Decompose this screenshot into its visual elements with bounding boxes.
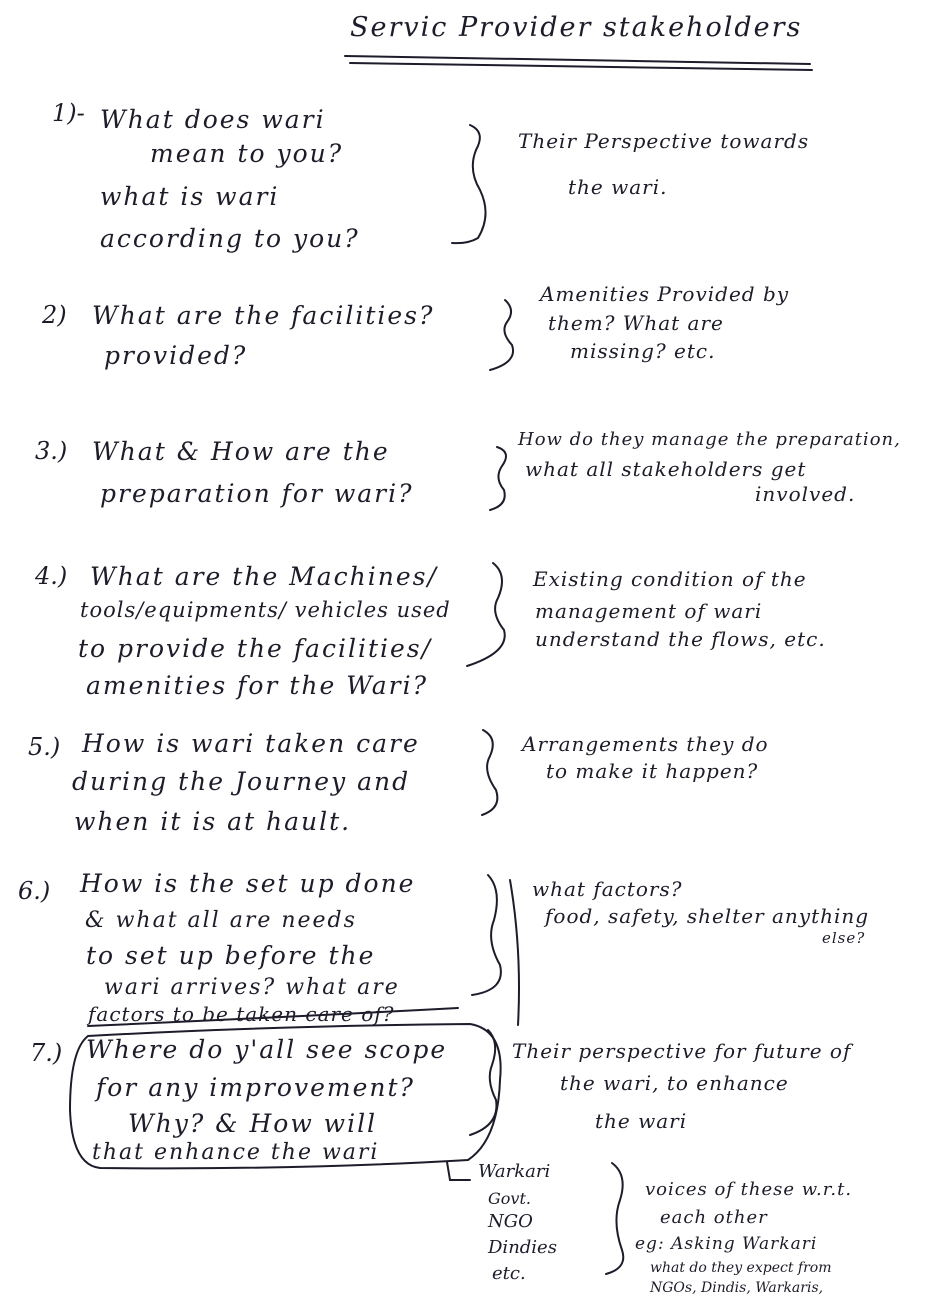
question-note: missing? etc. bbox=[570, 339, 716, 363]
question-line: Why? & How will bbox=[128, 1109, 378, 1138]
question-line: preparation for wari? bbox=[100, 479, 414, 508]
question-line: wari arrives? what are bbox=[104, 975, 400, 1000]
question-note: How do they manage the preparation, bbox=[518, 429, 901, 450]
stakeholder-item: NGO bbox=[488, 1211, 533, 1232]
question-note: them? What are bbox=[548, 311, 724, 335]
question-line: How is wari taken care bbox=[82, 729, 420, 758]
stakeholder-note: what do they expect from bbox=[650, 1260, 832, 1276]
question-number: 2) bbox=[42, 301, 67, 329]
question-note: Their perspective for future of bbox=[512, 1039, 852, 1063]
brace-q7 bbox=[470, 1030, 496, 1135]
question-number: 6.) bbox=[18, 877, 51, 905]
brace-q1 bbox=[452, 125, 486, 243]
question-line: What & How are the bbox=[92, 437, 390, 466]
question-line: How is the set up done bbox=[80, 869, 416, 898]
question-note: Existing condition of the bbox=[533, 567, 807, 591]
question-number: 4.) bbox=[35, 562, 68, 590]
brace-q5 bbox=[482, 730, 497, 815]
brace-q4 bbox=[467, 563, 505, 666]
question-line: that enhance the wari bbox=[92, 1140, 380, 1165]
stakeholder-note: eg: Asking Warkari bbox=[635, 1234, 818, 1254]
question-line: according to you? bbox=[100, 224, 360, 253]
stakeholder-note: each other bbox=[660, 1207, 768, 1228]
question-note: involved. bbox=[755, 482, 856, 506]
stakeholder-item: Dindies bbox=[488, 1237, 557, 1258]
question-line: What are the Machines/ bbox=[90, 562, 438, 591]
page-title: Servic Provider stakeholders bbox=[350, 12, 803, 43]
question-line: when it is at hault. bbox=[74, 807, 352, 836]
question-line: to provide the facilities/ bbox=[78, 634, 433, 663]
question-line: what is wari bbox=[100, 182, 280, 211]
question-line: & what all are needs bbox=[85, 908, 357, 933]
question-line: What does wari bbox=[100, 105, 326, 134]
brace-q3 bbox=[490, 447, 506, 510]
question-line: to set up before the bbox=[86, 941, 376, 970]
question-number: 7.) bbox=[30, 1039, 63, 1067]
question-note: to make it happen? bbox=[546, 759, 759, 783]
title-underline bbox=[345, 56, 810, 64]
question-line: What are the facilities? bbox=[92, 301, 435, 330]
stakeholder-item: Govt. bbox=[488, 1189, 531, 1208]
brace-stakeholders bbox=[606, 1163, 623, 1274]
question-number: 5.) bbox=[28, 733, 61, 761]
stakeholder-note: NGOs, Dindis, Warkaris, bbox=[650, 1280, 824, 1296]
stakeholder-item: Warkari bbox=[478, 1161, 551, 1182]
question-number: 1)- bbox=[52, 99, 85, 127]
question-note: what all stakeholders get bbox=[525, 457, 807, 481]
question-line: during the Journey and bbox=[72, 767, 411, 796]
stakeholder-note: voices of these w.r.t. bbox=[645, 1179, 853, 1200]
brace-q6 bbox=[472, 875, 501, 995]
question-line: tools/equipments/ vehicles used bbox=[80, 598, 451, 622]
stakeholder-item: etc. bbox=[492, 1263, 526, 1284]
question-note: the wari. bbox=[568, 175, 668, 199]
question-line: provided? bbox=[104, 341, 248, 370]
question-note: else? bbox=[822, 929, 866, 947]
question-line: factors to be taken care of? bbox=[88, 1002, 395, 1026]
question-note: the wari, to enhance bbox=[560, 1071, 789, 1095]
question-note: understand the flows, etc. bbox=[535, 627, 826, 651]
question-line: Where do y'all see scope bbox=[86, 1035, 448, 1064]
brace-q2 bbox=[490, 300, 513, 370]
question-number: 3.) bbox=[35, 437, 68, 465]
question-note: what factors? bbox=[532, 877, 683, 901]
question-note: the wari bbox=[595, 1109, 688, 1133]
question-line: amenities for the Wari? bbox=[86, 671, 428, 700]
question-note: Amenities Provided by bbox=[540, 282, 790, 306]
question-note: Arrangements they do bbox=[522, 732, 769, 756]
question-note: Their Perspective towards bbox=[518, 129, 810, 153]
question-note: management of wari bbox=[535, 599, 763, 623]
arrow-stakeholders bbox=[447, 1162, 470, 1180]
question-note: food, safety, shelter anything bbox=[545, 904, 870, 928]
question-line: mean to you? bbox=[150, 139, 344, 168]
question-line: for any improvement? bbox=[96, 1073, 415, 1102]
